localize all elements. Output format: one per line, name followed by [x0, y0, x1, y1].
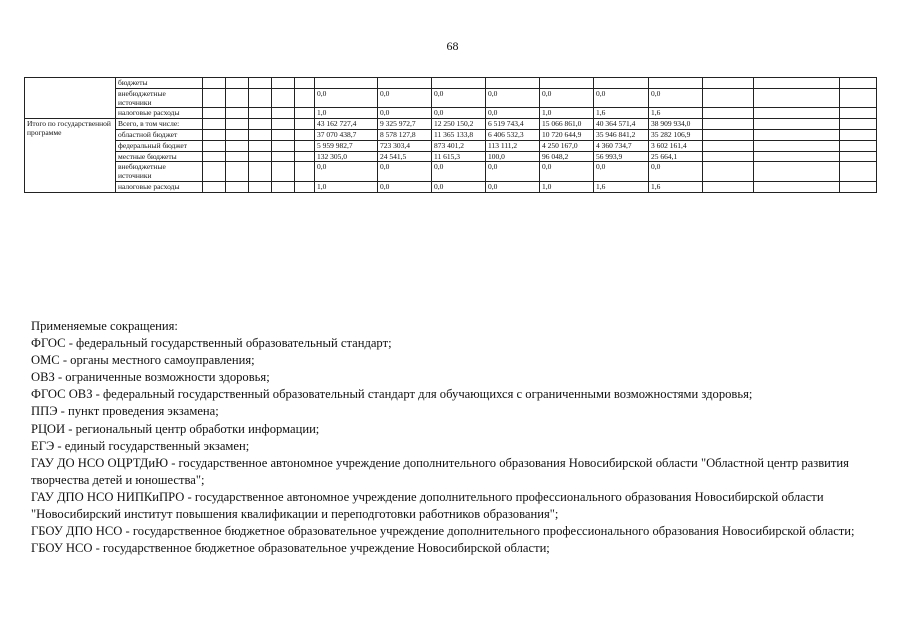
value-cell: 11 365 133,8 [432, 129, 486, 140]
value-cell: 24 541,5 [378, 151, 432, 162]
empty-cell [226, 151, 249, 162]
abbreviation-item: ППЭ - пункт проведения экзамена; [31, 404, 219, 419]
value-cell: 1,0 [315, 181, 378, 192]
empty-cell [703, 78, 754, 89]
value-cell: 1,0 [315, 108, 378, 119]
value-cell [378, 78, 432, 89]
value-cell: 0,0 [649, 162, 703, 182]
total-label-cell: Итого по государственной программе [25, 119, 116, 193]
empty-cell [203, 88, 226, 108]
empty-cell [272, 151, 295, 162]
empty-cell [754, 181, 840, 192]
value-cell: 40 364 571,4 [594, 119, 649, 130]
empty-cell [249, 119, 272, 130]
value-cell: 56 993,9 [594, 151, 649, 162]
value-cell: 0,0 [432, 88, 486, 108]
value-cell: 4 250 167,0 [540, 140, 594, 151]
empty-cell [203, 181, 226, 192]
value-cell: 723 303,4 [378, 140, 432, 151]
value-cell [594, 78, 649, 89]
value-cell: 10 720 644,9 [540, 129, 594, 140]
value-cell: 0,0 [486, 162, 540, 182]
empty-cell [703, 151, 754, 162]
value-cell [432, 78, 486, 89]
empty-cell [840, 151, 877, 162]
empty-cell [272, 108, 295, 119]
empty-cell [295, 140, 315, 151]
budget-table [24, 77, 877, 193]
empty-cell [703, 162, 754, 182]
value-cell: 0,0 [378, 88, 432, 108]
empty-cell [840, 181, 877, 192]
table-row [25, 108, 877, 119]
value-cell: 0,0 [486, 88, 540, 108]
abbreviation-item: ОВЗ - ограниченные возможности здоровья; [31, 370, 270, 385]
empty-cell [703, 140, 754, 151]
value-cell: 1,6 [649, 181, 703, 192]
empty-cell [203, 162, 226, 182]
value-cell: 6 519 743,4 [486, 119, 540, 130]
value-cell: 5 959 982,7 [315, 140, 378, 151]
abbreviations-section [31, 318, 877, 557]
value-cell: 15 066 861,0 [540, 119, 594, 130]
empty-cell [703, 129, 754, 140]
table-row [25, 140, 877, 151]
value-cell: 0,0 [378, 108, 432, 119]
empty-cell [249, 151, 272, 162]
empty-cell [840, 119, 877, 130]
value-cell: 6 406 532,3 [486, 129, 540, 140]
empty-cell [703, 88, 754, 108]
empty-cell [703, 181, 754, 192]
empty-cell [272, 129, 295, 140]
empty-cell [840, 108, 877, 119]
value-cell: 1,6 [594, 181, 649, 192]
funding-source-cell: областной бюджет [116, 129, 203, 140]
empty-cell [754, 140, 840, 151]
value-cell [486, 78, 540, 89]
value-cell: 0,0 [540, 88, 594, 108]
empty-cell [249, 162, 272, 182]
value-cell [540, 78, 594, 89]
value-cell: 113 111,2 [486, 140, 540, 151]
funding-source-cell: налоговые расходы [116, 181, 203, 192]
table-row [25, 78, 877, 89]
empty-cell [754, 162, 840, 182]
empty-cell [295, 78, 315, 89]
value-cell: 1,0 [540, 181, 594, 192]
empty-cell [226, 162, 249, 182]
empty-cell [272, 181, 295, 192]
empty-cell [249, 140, 272, 151]
value-cell: 0,0 [486, 108, 540, 119]
value-cell: 0,0 [432, 181, 486, 192]
empty-cell [703, 119, 754, 130]
empty-cell [249, 181, 272, 192]
empty-cell [226, 129, 249, 140]
value-cell: 873 401,2 [432, 140, 486, 151]
empty-cell [249, 78, 272, 89]
value-cell: 96 048,2 [540, 151, 594, 162]
empty-cell [840, 162, 877, 182]
empty-cell [226, 119, 249, 130]
table-row [25, 151, 877, 162]
abbreviation-item: ГАУ ДПО НСО НИПКиПРО - государственное автономное учреждение дополнительного профессионального образования Новосибирской области "Новосибирский институт повышения квалификации и переподготовки работников образования"; [31, 489, 824, 522]
empty-cell [840, 78, 877, 89]
empty-cell [295, 162, 315, 182]
empty-cell [840, 88, 877, 108]
abbreviations-list [31, 335, 877, 557]
empty-cell [226, 108, 249, 119]
value-cell: 0,0 [432, 108, 486, 119]
value-cell: 0,0 [594, 162, 649, 182]
value-cell: 35 946 841,2 [594, 129, 649, 140]
empty-cell [203, 129, 226, 140]
value-cell: 38 909 934,0 [649, 119, 703, 130]
value-cell: 43 162 727,4 [315, 119, 378, 130]
value-cell: 132 305,0 [315, 151, 378, 162]
empty-cell [249, 88, 272, 108]
value-cell: 0,0 [315, 88, 378, 108]
empty-cell [226, 78, 249, 89]
funding-source-cell: внебюджетные источники [116, 162, 203, 182]
empty-cell [754, 78, 840, 89]
value-cell: 0,0 [378, 162, 432, 182]
empty-cell [272, 140, 295, 151]
funding-source-cell: Всего, в том числе: [116, 119, 203, 130]
abbreviation-item: ГБОУ НСО - государственное бюджетное образовательное учреждение Новосибирской области; [31, 541, 550, 556]
table-row [25, 88, 877, 108]
empty-cell [295, 108, 315, 119]
empty-cell [295, 181, 315, 192]
value-cell: 12 250 150,2 [432, 119, 486, 130]
abbreviation-item: ФГОС ОВЗ - федеральный государственный образовательный стандарт для обучающихся с ограниченными возможностями здоровья; [31, 387, 753, 402]
value-cell: 25 664,1 [649, 151, 703, 162]
abbreviation-item: ГАУ ДО НСО ОЦРТДиЮ - государственное автономное учреждение дополнительного образования Новосибирской области "Областной центр развития творчества детей и юношества"; [31, 455, 849, 487]
abbreviation-item: ЕГЭ - единый государственный экзамен; [31, 438, 250, 453]
funding-source-cell: федеральный бюджет [116, 140, 203, 151]
value-cell: 9 325 972,7 [378, 119, 432, 130]
value-cell: 8 578 127,8 [378, 129, 432, 140]
empty-cell [249, 108, 272, 119]
empty-cell [226, 88, 249, 108]
empty-cell [295, 119, 315, 130]
empty-cell [203, 78, 226, 89]
empty-cell [226, 181, 249, 192]
empty-cell [754, 108, 840, 119]
table-row [25, 181, 877, 192]
empty-cell [203, 119, 226, 130]
value-cell: 0,0 [649, 88, 703, 108]
empty-cell [703, 108, 754, 119]
empty-cell [754, 119, 840, 130]
empty-cell [226, 140, 249, 151]
previous-section-cell [25, 78, 116, 119]
value-cell: 4 360 734,7 [594, 140, 649, 151]
empty-cell [754, 151, 840, 162]
empty-cell [272, 78, 295, 89]
empty-cell [203, 140, 226, 151]
value-cell: 0,0 [486, 181, 540, 192]
empty-cell [272, 88, 295, 108]
empty-cell [840, 140, 877, 151]
abbreviation-item: ГБОУ ДПО НСО - государственное бюджетное образовательное учреждение дополнительного профессионального образования Новосибирской области; [31, 524, 855, 539]
value-cell [649, 78, 703, 89]
empty-cell [840, 129, 877, 140]
abbreviation-item: РЦОИ - региональный центр обработки информации; [31, 421, 320, 436]
empty-cell [249, 129, 272, 140]
value-cell: 11 615,3 [432, 151, 486, 162]
abbreviation-item: ОМС - органы местного самоуправления; [31, 353, 255, 368]
empty-cell [272, 119, 295, 130]
table-row [25, 129, 877, 140]
empty-cell [295, 151, 315, 162]
empty-cell [754, 129, 840, 140]
value-cell: 0,0 [540, 162, 594, 182]
value-cell: 100,0 [486, 151, 540, 162]
value-cell: 3 602 161,4 [649, 140, 703, 151]
empty-cell [295, 129, 315, 140]
value-cell: 1,6 [649, 108, 703, 119]
value-cell: 1,6 [594, 108, 649, 119]
value-cell [315, 78, 378, 89]
table-row [25, 162, 877, 182]
page-number: 68 [446, 39, 459, 53]
value-cell: 1,0 [540, 108, 594, 119]
value-cell: 0,0 [378, 181, 432, 192]
funding-source-cell: внебюджетные источники [116, 88, 203, 108]
empty-cell [295, 88, 315, 108]
funding-source-cell: местные бюджеты [116, 151, 203, 162]
value-cell: 37 070 438,7 [315, 129, 378, 140]
empty-cell [203, 108, 226, 119]
table-row [25, 119, 877, 130]
value-cell: 0,0 [315, 162, 378, 182]
value-cell: 35 282 106,9 [649, 129, 703, 140]
empty-cell [203, 151, 226, 162]
empty-cell [272, 162, 295, 182]
funding-source-cell: бюджеты [116, 78, 203, 89]
value-cell: 0,0 [594, 88, 649, 108]
abbreviations-heading: Применяемые сокращения: [31, 319, 178, 333]
value-cell: 0,0 [432, 162, 486, 182]
funding-source-cell: налоговые расходы [116, 108, 203, 119]
empty-cell [754, 88, 840, 108]
abbreviation-item: ФГОС - федеральный государственный образовательный стандарт; [31, 336, 392, 351]
